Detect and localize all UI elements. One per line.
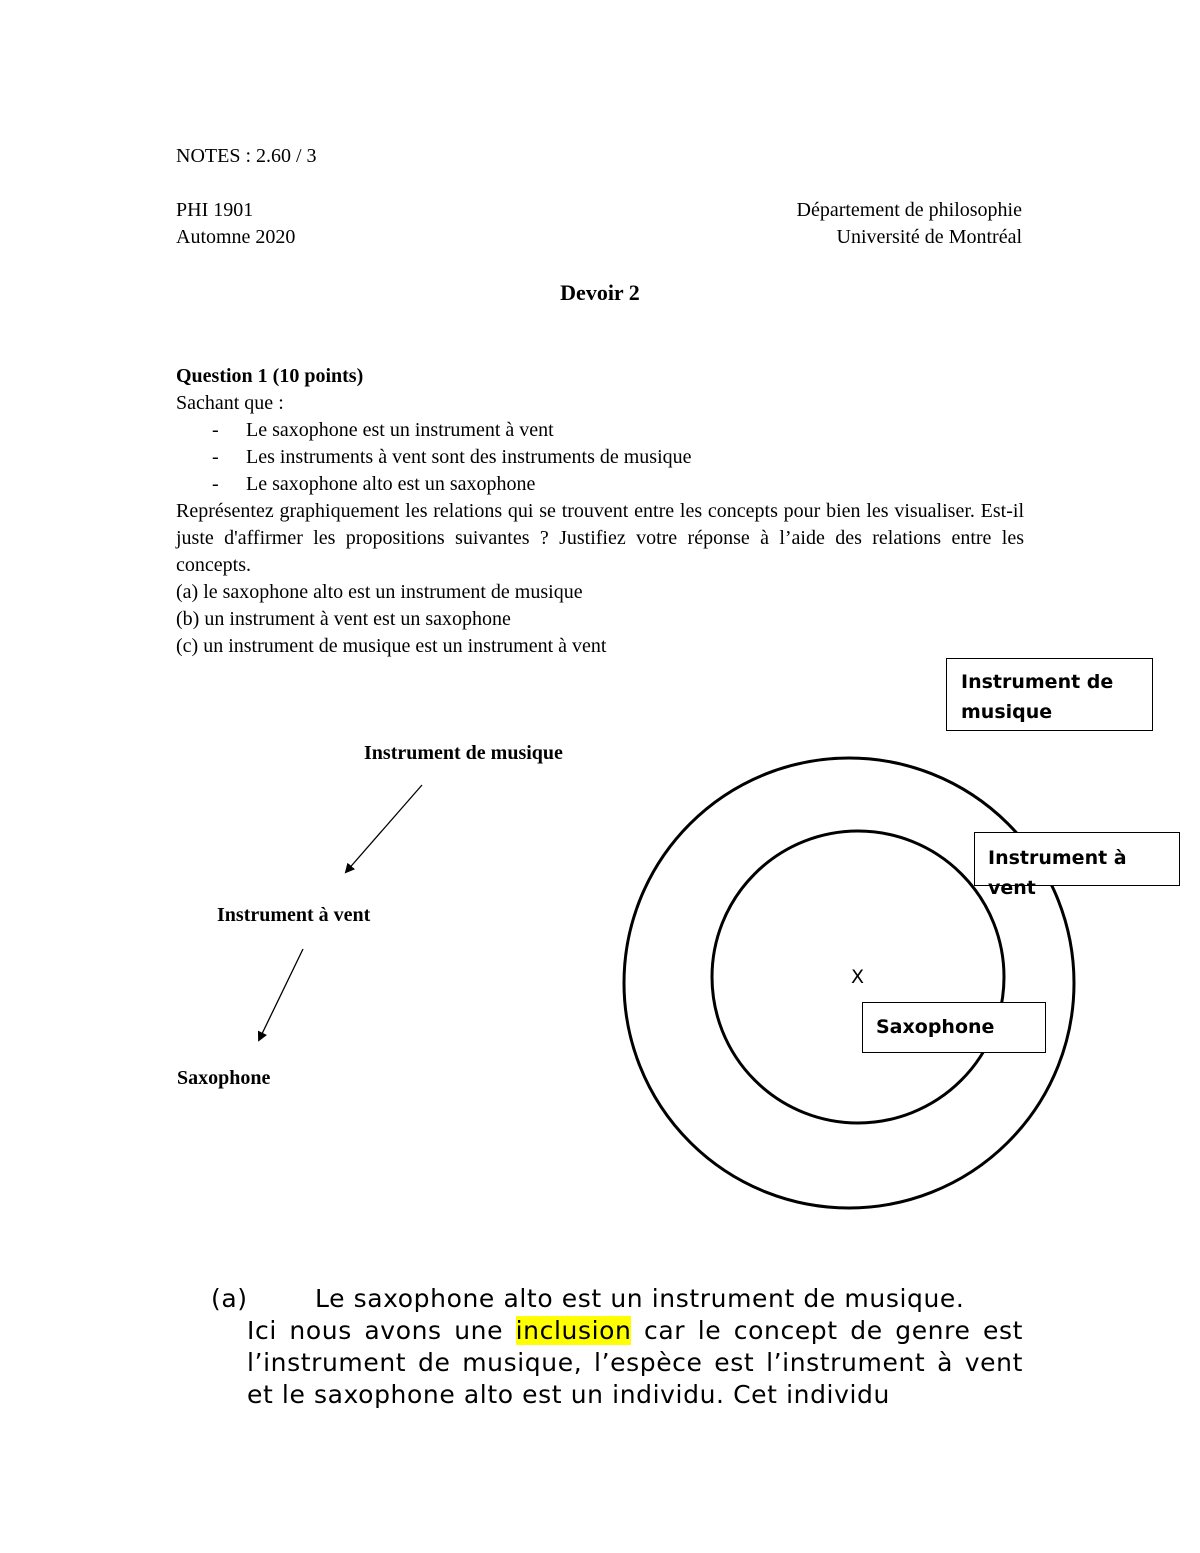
question-instructions: Représentez graphiquement les relations qui se trouvent entre les concepts pour bien les visualiser. Est-il juste d'affirmer les propositions suivantes ? Justifiez votre réponse à l’aide des relations entre les concepts. (176, 500, 1024, 576)
highlighted-term: inclusion (515, 1316, 632, 1345)
outer-circle-instrument-de-musique (624, 758, 1074, 1208)
premise-item: - Le saxophone alto est un saxophone (212, 471, 1024, 498)
question-intro: Sachant que : (176, 392, 284, 414)
premise-item: - Le saxophone est un instrument à vent (212, 417, 1024, 444)
answer-marker: (a) (211, 1284, 248, 1313)
label-box-instrument-a-vent: Instrument à vent (974, 832, 1180, 886)
label-box-instrument-de-musique: Instrument de musique (946, 658, 1153, 731)
arrow-diagram-bottom-label: Saxophone (177, 1067, 271, 1089)
proposition-a: (a) le saxophone alto est un instrument de musique (176, 581, 583, 603)
proposition-c: (c) un instrument de musique est un instrument à vent (176, 635, 607, 657)
proposition-b: (b) un instrument à vent est un saxophone (176, 608, 511, 630)
arrow-diagram-top-label: Instrument de musique (364, 742, 563, 764)
question-heading: Question 1 (10 points) (176, 365, 364, 387)
arrow-diagram-middle-label: Instrument à vent (217, 904, 371, 926)
answer-text-before: Ici nous avons une (247, 1316, 516, 1345)
individual-point-mark: X (851, 966, 865, 988)
arrow-musique-to-vent (346, 785, 422, 872)
answer-body (211, 1315, 1023, 1411)
grade-notes: NOTES : 2.60 / 3 (176, 145, 317, 167)
premise-text: Le saxophone alto est un saxophone (246, 473, 536, 495)
label-box-saxophone: Saxophone (862, 1002, 1046, 1053)
premise-item: - Les instruments à vent sont des instruments de musique (212, 444, 1024, 471)
department-name: Département de philosophie (796, 199, 1022, 221)
answer-block (211, 1283, 1023, 1411)
answer-line1: Le saxophone alto est un instrument de musique. (315, 1284, 965, 1313)
course-code: PHI 1901 (176, 199, 254, 221)
semester: Automne 2020 (176, 226, 296, 248)
premise-text: Les instruments à vent sont des instruments de musique (246, 446, 692, 468)
premise-text: Le saxophone est un instrument à vent (246, 419, 554, 441)
document-title: Devoir 2 (560, 280, 640, 305)
arrow-vent-to-saxophone (259, 949, 303, 1040)
answer-text-after: car le concept de genre est l’instrument de musique, l’espèce est l’instrument à vent et le saxophone alto est un individu. Cet individu (247, 1316, 1023, 1409)
university-name: Université de Montréal (836, 226, 1022, 248)
